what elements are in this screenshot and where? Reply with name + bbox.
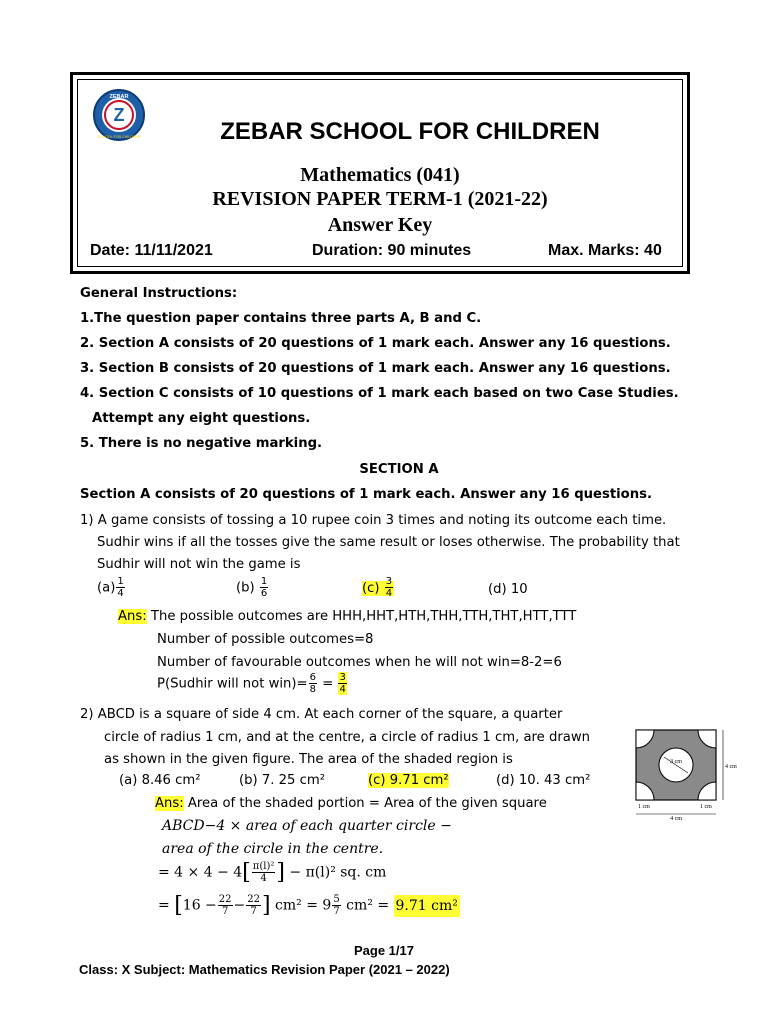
q2-ans4-fraction [252, 861, 276, 884]
q2-f3-den: 7 [333, 906, 340, 917]
paper-title: REVISION PAPER TERM-1 (2021-22) [212, 188, 548, 210]
q1-option-d: (d) 10 [488, 582, 528, 597]
q2-answer-line-3: area of the circle in the centre. [162, 841, 384, 857]
q1-answer-line-3: Number of favourable outcomes when he will not win=8-2=6 [157, 655, 562, 670]
logo-text: ZEBAR [109, 94, 129, 100]
q2-f3 [332, 894, 340, 917]
exam-date: Date: 11/11/2021 [90, 242, 213, 259]
q2-option-a: (a) 8.46 cm² [119, 773, 201, 788]
q1-line-2: Sudhir wins if all the tosses give the same result or loses otherwise. The probability that [97, 535, 680, 550]
q2-answer-line-4 [158, 860, 386, 885]
q2-answer-line-1 [155, 796, 547, 812]
logo-motto: SCHOOL FOR CHILDREN [97, 135, 141, 139]
q2-answer-line-5 [158, 893, 460, 918]
q2-ans-label: Ans: [155, 796, 184, 811]
q1-option-c [362, 576, 394, 599]
q2-ans5-d: cm² = 9 [275, 897, 332, 914]
q2-f1-den: 7 [221, 906, 229, 917]
fig-label-br: 1 cm [700, 804, 712, 810]
q1-ans4-prefix: P(Sudhir will not win)= [157, 676, 308, 692]
header-inner-border [77, 79, 683, 267]
instruction-5: 5. There is no negative marking. [80, 436, 323, 451]
q1-answer-line-1 [118, 609, 576, 625]
q2-bracket2-open: [ [174, 893, 183, 918]
q2-bracket-open: [ [242, 860, 251, 885]
footer-class-subject: Class: X Subject: Mathematics Revision Paper (2021 – 2022) [79, 962, 450, 977]
q1-answer-line-2: Number of possible outcomes=8 [157, 632, 374, 647]
q1-c-den: 4 [385, 588, 393, 599]
q1-option-c-fraction [385, 576, 393, 599]
q2-bracket2-close: ] [261, 893, 271, 918]
q2-f1 [218, 894, 233, 917]
fig-label-center: 3 cm [670, 759, 682, 765]
instruction-4-cont: Attempt any eight questions. [92, 411, 311, 426]
q2-option-c-text: (c) 9.71 cm² [368, 773, 449, 788]
q1-option-c-highlight [362, 576, 394, 599]
q2-f1-num: 22 [218, 894, 232, 905]
fig-label-bottom: 4 cm [670, 816, 682, 822]
q1-b-num: 1 [260, 576, 268, 587]
exam-duration: Duration: 90 minutes [312, 242, 472, 259]
q1-c-num: 3 [385, 576, 393, 587]
q1-option-a [97, 576, 126, 599]
q2-figure [628, 726, 738, 822]
q2-ans5-c: − [233, 897, 246, 914]
q2-f2-num: 22 [247, 894, 260, 905]
header-box [70, 72, 690, 274]
instruction-2: 2. Section A consists of 20 questions of 1 mark each. Answer any 16 questions. [80, 336, 671, 351]
max-marks: Max. Marks: 40 [548, 242, 662, 259]
section-a-note: Section A consists of 20 questions of 1 mark each. Answer any 16 questions. [80, 487, 652, 502]
q2-option-d: (d) 10. 43 cm² [496, 773, 591, 788]
q2-option-b: (b) 7. 25 cm² [239, 773, 325, 788]
fig-label-bl: 1 cm [638, 804, 650, 810]
q1-answer-line-4 [157, 672, 348, 695]
q2-line-2: circle of radius 1 cm, and at the centre, a circle of radius 1 cm, are drawn [104, 730, 590, 745]
q2-ans4-den: 4 [260, 873, 267, 884]
q1-ans4-den: 8 [309, 684, 316, 695]
answer-key-title: Answer Key [327, 214, 433, 236]
q1-ans4-res-num: 3 [339, 672, 346, 683]
q1-b-den: 6 [260, 588, 268, 599]
section-a-heading: SECTION A [359, 462, 439, 477]
q1-line-3: Sudhir will not win the game is [97, 557, 301, 572]
instruction-4: 4. Section C consists of 10 questions of 1 mark each based on two Case Studies. [80, 386, 679, 401]
q1-ans-label: Ans: [118, 609, 147, 624]
q1-option-b [236, 576, 269, 599]
q2-ans5-b: 16 − [182, 897, 217, 914]
fig-label-right: 4 cm [725, 764, 737, 770]
instruction-1: 1.The question paper contains three parts A, B and C. [80, 311, 482, 326]
q2-ans5-a: = [158, 897, 170, 914]
instruction-3: 3. Section B consists of 20 questions of 1 mark each. Answer any 16 questions. [80, 361, 671, 376]
school-name: ZEBAR SCHOOL FOR CHILDREN [220, 118, 600, 145]
q1-ans4-result [338, 672, 346, 695]
q2-f3-num: 5 [333, 894, 340, 905]
q2-answer-line-2: ABCD−4 × area of each quarter circle − [162, 818, 452, 834]
q1-a-den: 4 [117, 588, 124, 599]
page-number: Page 1/17 [354, 943, 414, 958]
q2-f2 [246, 894, 261, 917]
q1-option-a-fraction [116, 576, 124, 599]
q1-option-c-label: (c) [362, 580, 380, 596]
q2-ans4-num: π(l)² [252, 861, 275, 872]
q1-ans4-fraction [309, 672, 317, 695]
q1-ans4-res-den: 4 [339, 684, 346, 695]
q1-a-num: 1 [117, 576, 124, 587]
q1-option-b-fraction [260, 576, 268, 599]
q2-f2-den: 7 [250, 906, 257, 917]
q2-bracket-close: ] [276, 860, 285, 885]
logo-letter: Z [113, 105, 125, 125]
q1-ans4-num: 6 [309, 672, 316, 683]
q1-ans-text-1: The possible outcomes are HHH,HHT,HTH,THH,TTH,THT,HTT,TTT [150, 609, 577, 624]
q2-line-1: 2) ABCD is a square of side 4 cm. At each corner of the square, a quarter [80, 707, 563, 722]
subject-title: Mathematics (041) [300, 164, 460, 186]
q2-line-3: as shown in the given figure. The area of the shaded region is [104, 752, 513, 767]
q2-ans-text-1: Area of the shaded portion = Area of the given square [187, 796, 547, 811]
q1-line-1: 1) A game consists of tossing a 10 rupee coin 3 times and noting its outcome each time. [80, 513, 667, 528]
q2-option-c [368, 773, 449, 789]
q1-ans4-eq: = [322, 676, 334, 692]
instructions-title: General Instructions: [80, 286, 238, 301]
q1-option-b-label: (b) [236, 580, 255, 596]
q2-ans4-b: − π(l)² sq. cm [289, 864, 387, 881]
q2-ans4-a: = 4 × 4 − 4 [158, 864, 243, 881]
q2-ans5-e: cm² = [346, 897, 390, 914]
q1-option-a-label: (a) [97, 580, 116, 596]
q2-ans5-result: 9.71 cm² [394, 895, 460, 917]
